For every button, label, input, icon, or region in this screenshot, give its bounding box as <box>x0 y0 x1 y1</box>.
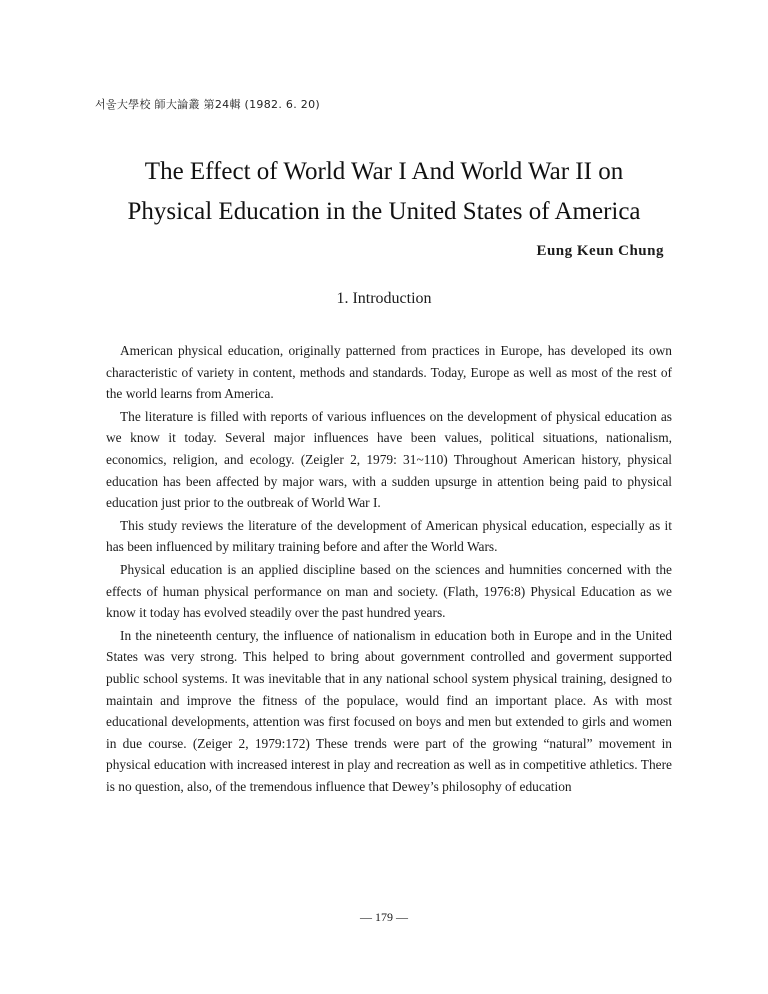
paragraph-4: Physical education is an applied discipline based on the sciences and humnities concerned with the effects of human physical performance on man and society. (Flath, 1976:8) Physical Education as we know it today has evolved steadily over the past hundred years. <box>106 561 672 621</box>
title-line-1: The Effect of World War I And World War II on <box>144 158 624 185</box>
section-heading: 1. Introduction <box>336 290 432 307</box>
paragraph-2: The literature is filled with reports of various influences on the development of physical education as we know it today. Several major influences have been values, political situations, nationalism, economics, religion, and ecology. (Zeigler 2, 1979: 31~110) Throughout American history, physical education has been affected by major wars, with a sudden upsurge in attention being paid to physical education just prior to the outbreak of World War I. <box>106 408 672 511</box>
author-name: Eung Keun Chung <box>536 243 664 259</box>
title-line-2: Physical Education in the United States of America <box>127 198 641 225</box>
paper-title <box>0 152 768 232</box>
paragraph-1: American physical education, originally patterned from practices in Europe, has developed its own characteristic of variety in content, methods and standards. Today, Europe as well as most of the rest of the world learns from America. <box>106 343 672 402</box>
body-text <box>106 340 672 797</box>
paragraph-5: In the nineteenth century, the influence of nationalism in education both in Europe and in the United States was very strong. This helped to bring about government controlled and goverment supported public school systems. It was inevitable that in any national school system physical training, designed to maintain and improve the fitness of the populace, would find an important place. As with most educational developments, attention was first focused on boys and men but extended to girls and women in due course. (Zeiger 2, 1979:172) These trends were part of the growing “natural” movement in physical education with increased interest in play and recreation as well as in competitive athletics. There is no question, also, of the tremendous influence that Dewey’s philosophy of education <box>106 627 672 794</box>
paragraph-3: This study reviews the literature of the development of American physical education, especially as it has been influenced by military training before and after the World Wars. <box>106 517 672 555</box>
page-number: — 179 — <box>360 910 408 924</box>
journal-header: 서울大學校 師大論叢 第24輯 (1982. 6. 20) <box>95 98 320 111</box>
